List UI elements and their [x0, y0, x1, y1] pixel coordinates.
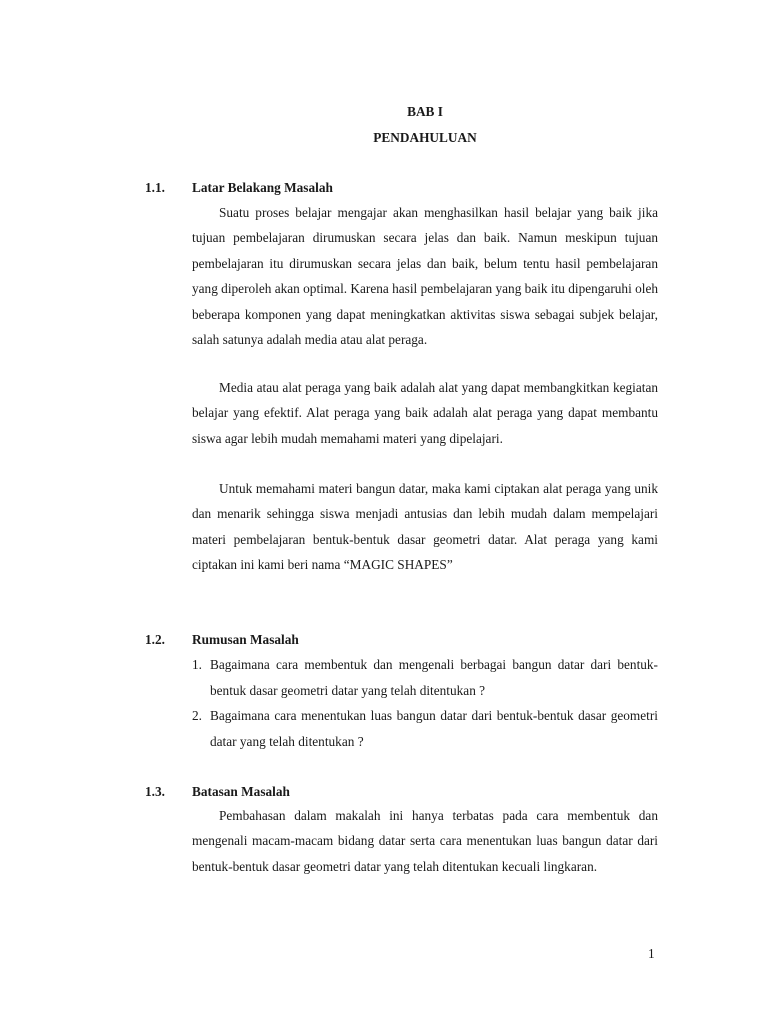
- list-item-text: Bagaimana cara membentuk dan mengenali berbagai bangun datar dari bentuk-bentuk dasar geometri datar yang telah ditentukan ?: [210, 657, 658, 698]
- chapter-title: PENDAHULUAN: [373, 130, 477, 145]
- list-item: [192, 703, 658, 754]
- chapter-label: BAB I: [407, 104, 443, 119]
- page-number: 1: [648, 946, 655, 961]
- paragraph: Pembahasan dalam makalah ini hanya terbatas pada cara membentuk dan mengenali macam-macam bidang datar serta cara menentukan luas bangun datar dari bentuk-bentuk dasar geometri datar yang telah ditentukan kecuali lingkaran.: [192, 808, 658, 874]
- section-title-latar-belakang: Latar Belakang Masalah: [192, 180, 333, 195]
- paragraph: Media atau alat peraga yang baik adalah alat yang dapat membangkitkan kegiatan belajar yang efektif. Alat peraga yang baik adalah alat peraga yang dapat membantu siswa agar lebih mudah memahami materi yang dipelajari.: [192, 380, 658, 446]
- problem-list: [192, 652, 658, 754]
- section-number-1-2: 1.2.: [145, 632, 165, 647]
- paragraph: Suatu proses belajar mengajar akan menghasilkan hasil belajar yang baik jika tujuan pembelajaran dirumuskan secara jelas dan baik. Namun meskipun tujuan pembelajaran itu dirumuskan secara jelas dan baik, belum tentu hasil pembelajaran yang diperoleh akan optimal. Karena hasil pembelajaran yang baik itu dipengaruhi oleh beberapa komponen yang dapat meningkatkan aktivitas siswa sebagai subjek belajar, salah satunya adalah media atau alat peraga.: [192, 205, 658, 348]
- paragraph: Untuk memahami materi bangun datar, maka kami ciptakan alat peraga yang unik dan menarik sehingga siswa menjadi antusias dan lebih mudah dalam mempelajari materi pembelajaran bentuk-bentuk dasar geometri datar. Alat peraga yang kami ciptakan ini kami beri nama “MAGIC SHAPES”: [192, 481, 658, 573]
- section-number-1-3: 1.3.: [145, 784, 165, 799]
- list-item-text: Bagaimana cara menentukan luas bangun datar dari bentuk-bentuk dasar geometri datar yang telah ditentukan ?: [210, 708, 658, 749]
- list-item: [192, 652, 658, 703]
- list-item-number: 2.: [192, 708, 202, 724]
- list-item-number: 1.: [192, 657, 202, 672]
- section-title-batasan-masalah: Batasan Masalah: [192, 784, 290, 799]
- section-number-1-1: 1.1.: [145, 180, 165, 195]
- section-title-rumusan-masalah: Rumusan Masalah: [192, 632, 299, 647]
